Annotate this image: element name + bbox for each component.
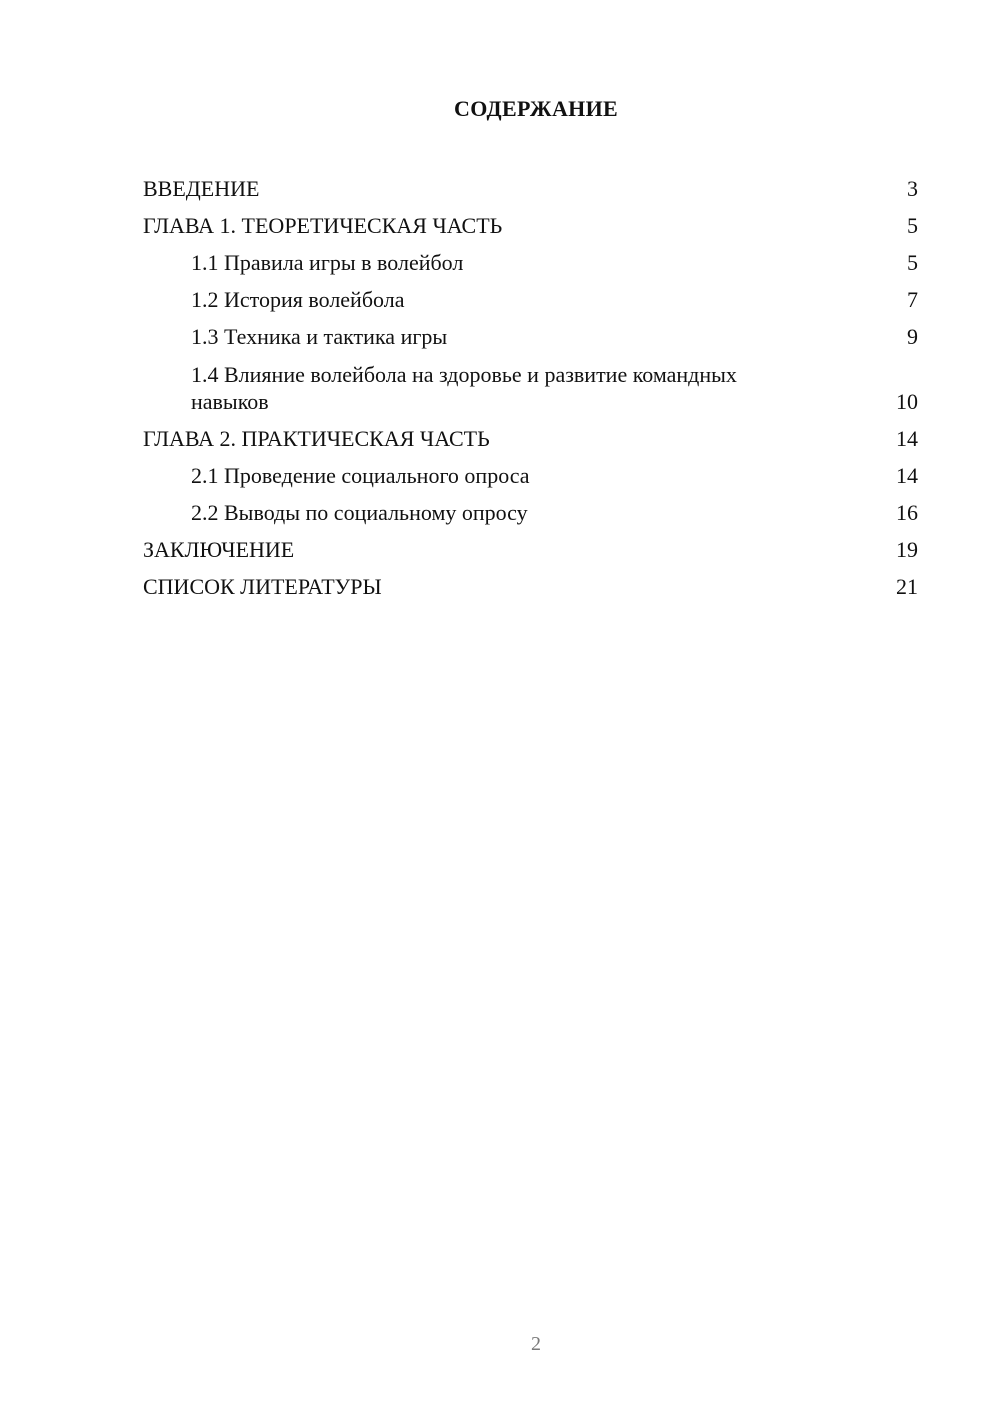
toc-entry-section-1-4[interactable] <box>143 351 918 415</box>
toc-entry-label: 1.2 История волейбола <box>191 287 405 312</box>
toc-entry-page: 14 <box>896 463 918 488</box>
table-of-contents <box>143 166 918 601</box>
toc-entry-page: 16 <box>896 500 918 525</box>
toc-entry-label: ГЛАВА 1. ТЕОРЕТИЧЕСКАЯ ЧАСТЬ <box>143 213 503 238</box>
toc-entry-page: 14 <box>896 426 918 451</box>
toc-entry-page: 21 <box>896 574 918 599</box>
toc-entry-bibliography[interactable] <box>143 564 918 601</box>
toc-entry-label: 1.1 Правила игры в волейбол <box>191 250 464 275</box>
toc-entry-page: 7 <box>907 287 918 312</box>
toc-entry-page: 3 <box>907 176 918 201</box>
toc-entry-chapter-2[interactable] <box>143 416 918 453</box>
toc-entry-conclusion[interactable] <box>143 527 918 564</box>
toc-entry-label: 1.3 Техника и тактика игры <box>191 324 448 349</box>
toc-entry-page: 5 <box>907 250 918 275</box>
toc-entry-label: СПИСОК ЛИТЕРАТУРЫ <box>143 574 382 599</box>
page-title: СОДЕРЖАНИЕ <box>454 96 618 121</box>
toc-entry-label: 2.2 Выводы по социальному опросу <box>191 500 528 525</box>
toc-entry-introduction[interactable] <box>143 166 918 203</box>
toc-entry-label: ВВЕДЕНИЕ <box>143 176 260 201</box>
toc-entry-chapter-1[interactable] <box>143 203 918 240</box>
page-number: 2 <box>531 1333 541 1355</box>
toc-entry-page: 10 <box>896 389 918 414</box>
toc-entry-page: 5 <box>907 213 918 238</box>
toc-entry-section-2-2[interactable] <box>143 490 918 527</box>
toc-entry-label: 1.4 Влияние волейбола на здоровье и развитие командных навыков <box>191 362 737 414</box>
toc-entry-label: 2.1 Проведение социального опроса <box>191 463 530 488</box>
toc-entry-page: 19 <box>896 537 918 562</box>
toc-entry-label: ЗАКЛЮЧЕНИЕ <box>143 537 295 562</box>
toc-entry-section-1-1[interactable] <box>143 240 918 277</box>
toc-entry-section-2-1[interactable] <box>143 453 918 490</box>
toc-entry-label: ГЛАВА 2. ПРАКТИЧЕСКАЯ ЧАСТЬ <box>143 426 490 451</box>
toc-entry-section-1-2[interactable] <box>143 277 918 314</box>
toc-entry-section-1-3[interactable] <box>143 314 918 351</box>
toc-entry-page: 9 <box>907 324 918 349</box>
